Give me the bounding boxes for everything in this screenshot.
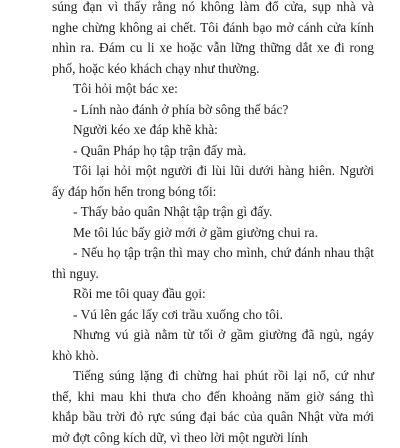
paragraph-11: - Vú lên gác lấy cơi trầu xuống cho tôi. — [73, 306, 283, 322]
paragraph-8: Me tôi lúc bấy giờ mới ở gầm giường chui ra. — [73, 224, 318, 240]
paragraph-5: - Quân Pháp họ tập trận đấy mà. — [73, 142, 247, 158]
paragraph-3: - Lính nào đánh ở phía bờ sông thế bác? — [73, 101, 289, 117]
paragraph-2: Tôi hỏi một bác xe: — [73, 81, 178, 96]
paragraph-13: Tiếng súng lặng đi chừng hai phút rồi lại nổ, cứ như thế, khi mau khi thưa cho đến khoảng năm giờ sáng thì khắp bầu trời đỏ rực súng đại bác của quân Nhật vừa mới mở đợt công kích dữ, vì theo lời một người lính — [52, 368, 374, 445]
paragraph-10: Rồi me tôi quay đầu gọi: — [73, 286, 206, 301]
paragraph-4: Người kéo xe đáp khẽ khà: — [73, 122, 218, 137]
book-page — [52, 0, 374, 448]
paragraph-12: Nhưng vú già nằm từ tối ở gầm giường đã ngủ, ngáy khò khò. — [52, 327, 374, 363]
paragraph-1: súng đạn vì thấy rằng nó không làm đổ cửa, sụp nhà và nghe chừng không ai chết. Tôi đánh bạo mở cánh cửa kính nhìn ra. Đám cu li xe hoặc vẫn lững thững dắt xe đi rong phố, hoặc kéo khách chạy như thường. — [52, 0, 374, 76]
paragraph-7: - Thấy bảo quân Nhật tập trận gì đấy. — [73, 204, 273, 219]
paragraph-9: - Nếu họ tập trận thì may cho mình, chứ đánh nhau thật thì nguy. — [52, 245, 374, 281]
paragraph-6: Tôi lại hỏi một người đi lùi lũi dưới hàng hiên. Người ấy đáp hổn hển trong bóng tối: — [52, 163, 374, 199]
